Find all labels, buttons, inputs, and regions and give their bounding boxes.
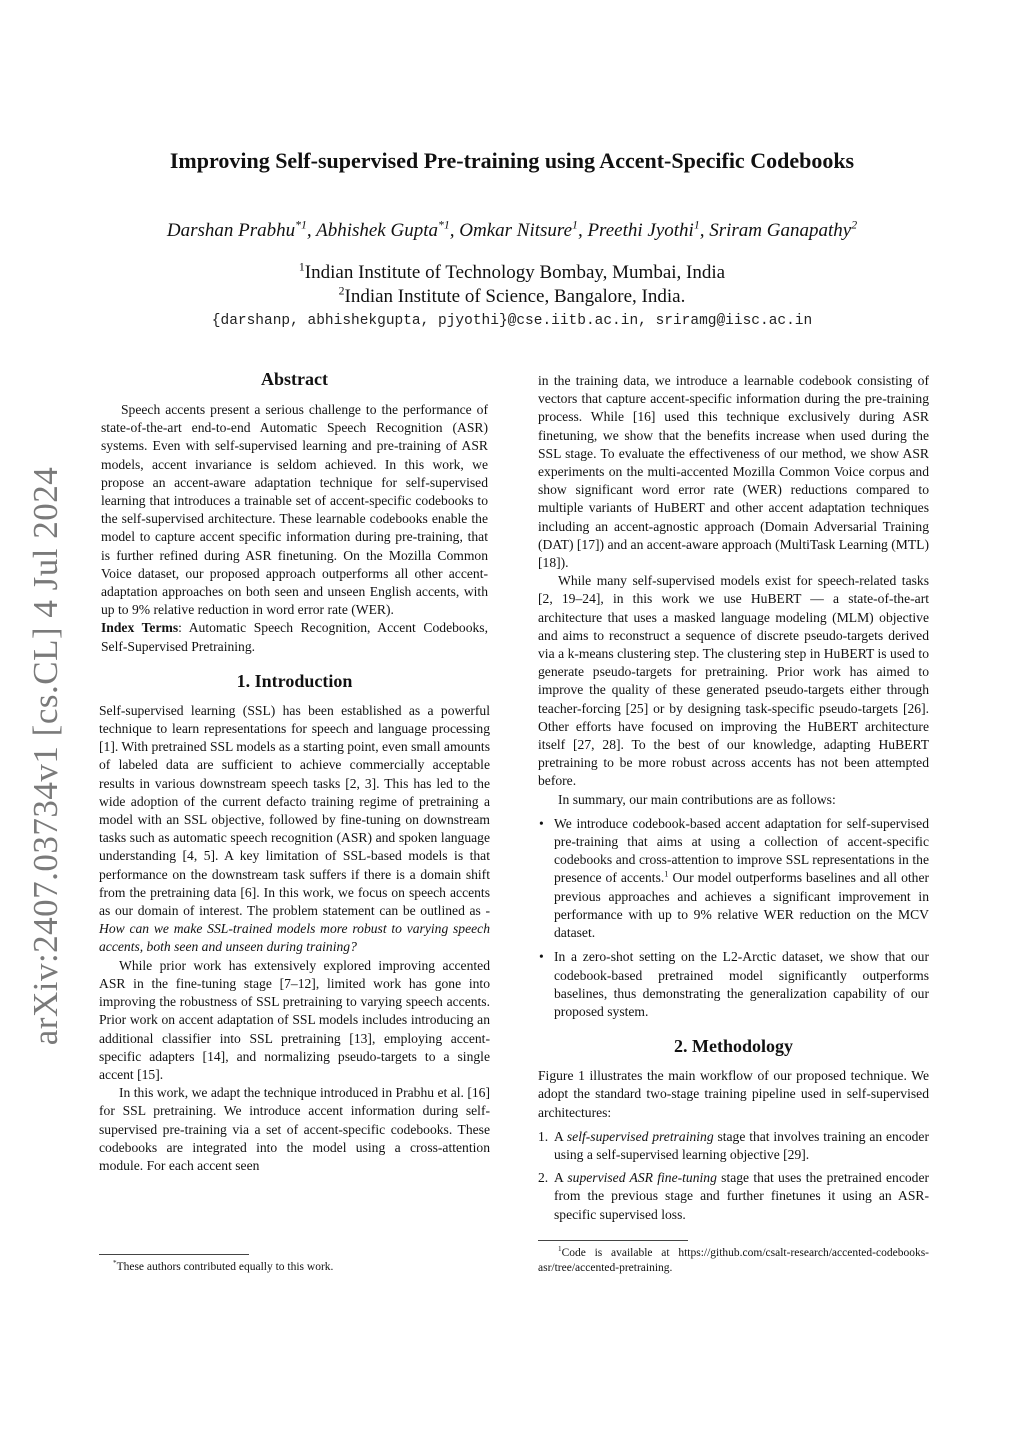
methodology-heading: 2. Methodology bbox=[674, 1036, 793, 1057]
footnote-equal-contribution bbox=[99, 1254, 490, 1275]
author-mark: 2 bbox=[851, 218, 858, 232]
footnote-mark: * bbox=[113, 1259, 117, 1268]
footnote-equal-text: These authors contributed equally to this work. bbox=[116, 1261, 334, 1273]
intro-paragraph-5: In summary, our main contributions are as follows: bbox=[558, 791, 836, 807]
footnote-mark: 1 bbox=[558, 1245, 562, 1254]
intro-paragraph-3-continued: in the training data, we introduce a learnable codebook consisting of vectors that capture accent-specific information during the pre-training process. While [16] used this technique exclusively during ASR finetuning, we show that the benefits increase when used during the SSL stage. To evaluate the effectiveness of our method, we show ASR experiments on the multi-accented Mozilla Common Voice corpus and show significant word error rate (WER) reductions compared to multiple variants of HuBERT and other accent adaptation techniques including an accent-agnostic approach (Domain Adversarial Training (DAT) [17]) and an accent-aware approach (MultiTask Learning (MTL) [18]). bbox=[538, 373, 929, 571]
author-list: Darshan Prabhu$^{*1}$, Abhishek Gupta$^{*1}$, Omkar Nitsure$^1$, Preethi Jyothi$^1$, Sriram Ganapathy$^2$ bbox=[166, 218, 858, 241]
stage-list bbox=[538, 1128, 929, 1224]
stage-2-pre: A bbox=[554, 1170, 568, 1186]
list-number: 1. bbox=[538, 1128, 549, 1144]
problem-statement: How can we make SSL-trained models more robust to varying speech accents, both seen and unseen during training? bbox=[99, 921, 490, 955]
footnote-text bbox=[99, 1260, 490, 1275]
stage-2-text: stage that uses the pretrained encoder from the previous stage and further finetunes it using an ASR-specific supervised loss. bbox=[554, 1170, 930, 1222]
footnote-text bbox=[538, 1246, 929, 1275]
footnote-code bbox=[538, 1240, 929, 1275]
contribution-1-text: We introduce codebook-based accent adaptation for self-supervised pre-training that aims at using a collection of accent-specific codebooks and cross-attention to improve SSL representations in the presence of accents. bbox=[554, 815, 929, 886]
author-name: Darshan Prabhu bbox=[166, 220, 296, 241]
list-item bbox=[538, 1128, 929, 1164]
affiliation-text: Indian Institute of Science, Bangalore, India. bbox=[344, 286, 686, 307]
author-name: Omkar Nitsure bbox=[459, 220, 573, 241]
author-name: Preethi Jyothi bbox=[587, 220, 694, 241]
list-item bbox=[538, 1169, 929, 1224]
intro-paragraph-4: While many self-supervised models exist for speech-related tasks [2, 19–24], in this work we use HuBERT — a state-of-the-art architecture that uses a masked language modeling (MLM) objective and aims to reconstruct a sequence of discrete pseudo-targets derived via a k-means clustering step. The clustering step in HuBERT is used to generate pseudo-targets for pretraining. Prior work has aimed to improve the quality of these generated pseudo-targets either through teacher-forcing [25] or by designing task-specific pseudo-targets [26]. Other efforts have focused on improving the HuBERT architecture itself [27, 28]. To the best of our knowledge, adapting HuBERT pretraining to be more robust across accents has not been attempted before. bbox=[538, 573, 929, 789]
index-terms-text: : Automatic Speech Recognition, Accent Codebooks, Self-Supervised Pretraining. bbox=[101, 620, 488, 654]
author-mark: 1 bbox=[693, 218, 700, 232]
list-item bbox=[538, 815, 929, 942]
contribution-list bbox=[538, 815, 929, 1021]
author-name: Abhishek Gupta bbox=[316, 220, 438, 241]
list-item bbox=[538, 948, 929, 1021]
footnote-rule bbox=[538, 1240, 688, 1241]
affiliation-1 bbox=[0, 262, 1024, 284]
abstract bbox=[99, 401, 490, 656]
stage-1-name: self-supervised pretraining bbox=[566, 1128, 714, 1144]
stage-2-name: supervised ASR fine-tuning bbox=[567, 1170, 717, 1186]
affiliation-2 bbox=[0, 286, 1024, 308]
intro-paragraph-1 bbox=[99, 702, 490, 957]
left-column bbox=[99, 368, 490, 1175]
author-mark: *1 bbox=[438, 218, 450, 232]
contribution-1-rest: Our model outperforms baselines and all other previous approaches and achieves a significant improvement in performance with up to 9% relative WER reduction on the MCV dataset. bbox=[554, 870, 930, 941]
index-terms-label: Index Terms bbox=[101, 620, 179, 636]
affiliation-mark: 2 bbox=[338, 284, 345, 298]
footnote-ref: 1 bbox=[664, 868, 669, 879]
contribution-2-text: In a zero-shot setting on the L2-Arctic dataset, we show that our codebook-based pretrained model significantly outperforms baselines, thus demonstrating the generalization capability of our proposed system. bbox=[554, 949, 929, 1019]
introduction-heading: 1. Introduction bbox=[236, 670, 353, 691]
list-number: 2. bbox=[538, 1170, 549, 1186]
stage-1-text: stage that involves training an encoder using a self-supervised learning objective [29]. bbox=[554, 1128, 929, 1162]
stage-1-pre: A bbox=[554, 1128, 567, 1144]
intro-p1-text: Self-supervised learning (SSL) has been established as a powerful technique to learn representations for speech and language processing [1]. With pretrained SSL models as a starting point, even small amounts of labeled data are sufficient to achieve commercially acceptable results in various downstream speech tasks [2, 3]. This has led to the wide adoption of the current defacto training regime of pretraining a model with an SSL objective, followed by fine-tuning on downstream tasks such as automatic speech recognition (ASR) and spoken language understanding [4, 5]. A key limitation of SSL-based models is that performance on the downstream task suffers if there is a domain shift from the pretraining data [6]. In this work, we focus on speech accents as our domain of interest. The problem statement can be outlined as - bbox=[99, 702, 490, 919]
abstract-text: Speech accents present a serious challenge to the performance of state-of-the-art end-to-end Automatic Speech Recognition (ASR) systems. Even with self-supervised learning and pre-training of ASR models, accent invariance is seldom achieved. In this work, we propose an accent-aware adaptation technique for self-supervised learning that introduces a trainable set of accent-specific codebooks to the self-supervised architecture. These learnable codebooks enable the model to capture accent specific information during pre-training, that is further refined during ASR finetuning. On the Mozilla Common Voice dataset, our proposed approach outperforms all other accent-adaptation approaches on both seen and unseen English accents, with up to 9% relative reduction in word error rate (WER). bbox=[101, 402, 488, 618]
author-emails: {darshanp, abhishekgupta, pjyothi}@cse.iitb.ac.in, sriramg@iisc.ac.in bbox=[211, 313, 813, 329]
intro-paragraph-3: In this work, we adapt the technique introduced in Prabhu et al. [16] for SSL pretraining. We introduce accent information during self-supervised pre-training via a set of accent-specific codebooks. These codebooks are integrated into the model using a cross-attention module. For each accent seen bbox=[99, 1085, 490, 1173]
author-name: Sriram Ganapathy bbox=[709, 220, 852, 241]
author-mark: *1 bbox=[295, 218, 307, 232]
footnote-code-text: Code is available at https://github.com/csalt-research/accented-codebooks-asr/tree/accented-pretraining. bbox=[538, 1247, 929, 1274]
paper-title: Improving Self-supervised Pre-training using Accent-Specific Codebooks bbox=[169, 148, 855, 173]
affiliation-text: Indian Institute of Technology Bombay, Mumbai, India bbox=[304, 262, 726, 283]
arxiv-stamp: arXiv:2407.03734v1 [cs.CL] 4 Jul 2024 bbox=[26, 466, 65, 1046]
affiliation-mark: 1 bbox=[298, 260, 305, 274]
footnote-rule bbox=[99, 1254, 249, 1255]
abstract-heading: Abstract bbox=[261, 369, 328, 389]
method-paragraph-1: Figure 1 illustrates the main workflow of our proposed technique. We adopt the standard two-stage training pipeline used in self-supervised architectures: bbox=[538, 1068, 929, 1120]
index-terms bbox=[101, 619, 488, 655]
author-mark: 1 bbox=[572, 218, 578, 232]
intro-paragraph-2: While prior work has extensively explored improving accented ASR in the fine-tuning stage [7–12], limited work has gone into improving the robustness of SSL pretraining to varying speech accents. Prior work on accent adaptation of SSL models includes introducing an additional classifier into SSL pretraining [13], employing accent-specific adapters [14], and normalizing pseudo-targets to a single accent [15]. bbox=[99, 957, 490, 1082]
right-column bbox=[538, 372, 929, 1229]
